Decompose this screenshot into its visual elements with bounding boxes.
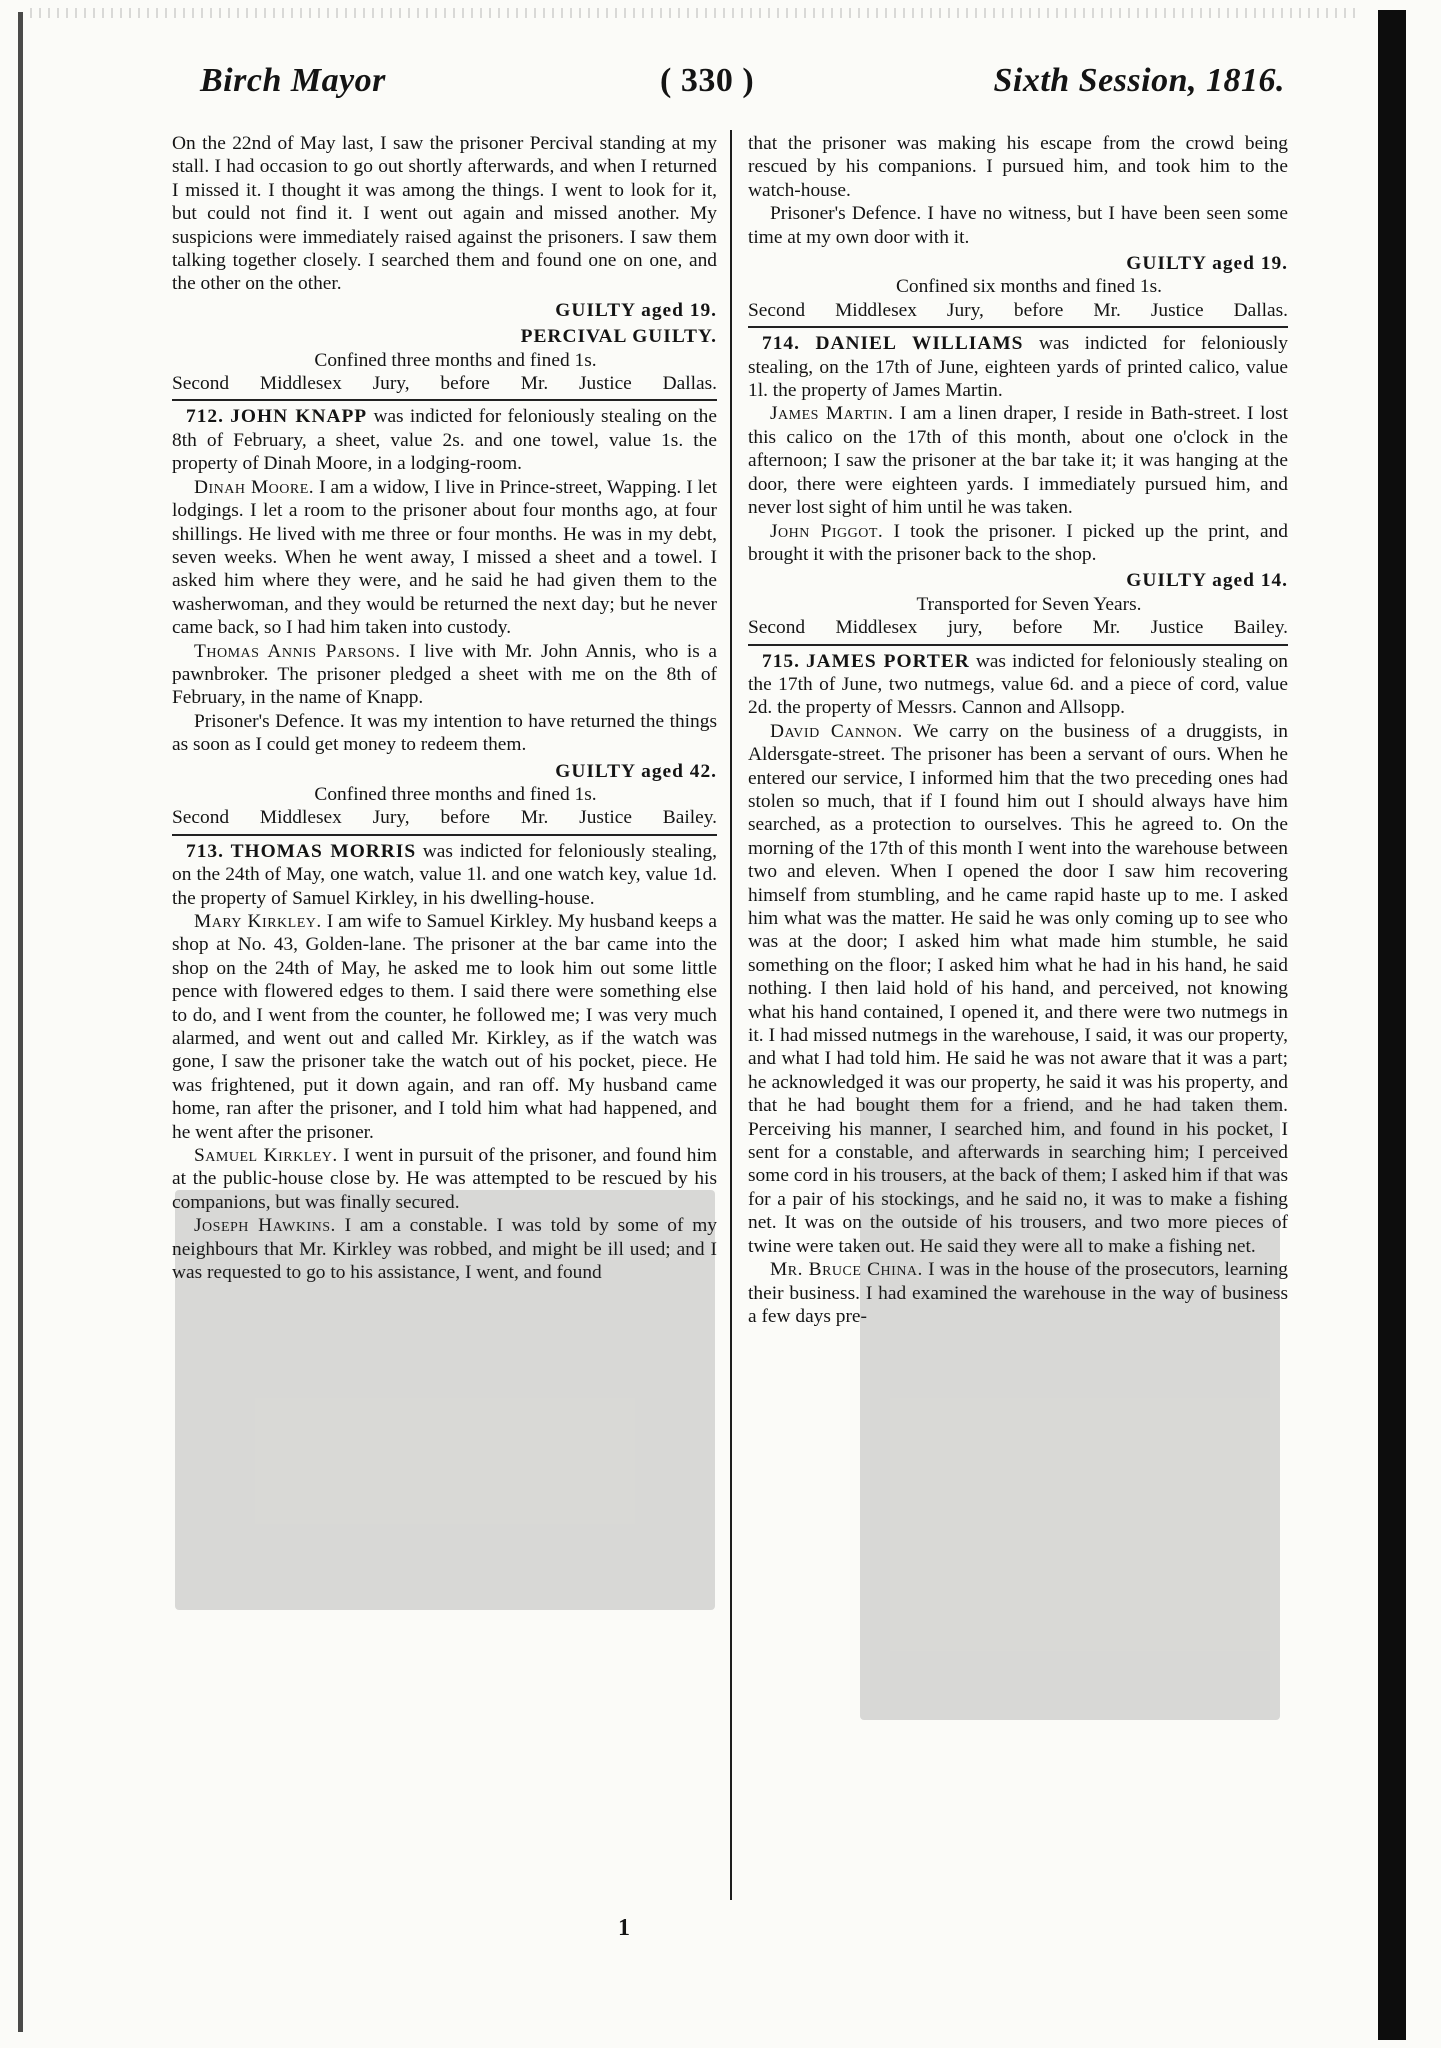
header-left-title: Birch Mayor [200,62,386,99]
defendant-name: THOMAS MORRIS [230,840,417,862]
case-heading [748,332,1288,402]
testimony-text: I took the prisoner. I picked up the print, and brought it with the prisoner back to the shop. [748,520,1288,565]
testimony [172,1214,717,1284]
case-heading [172,840,717,910]
testimony [748,720,1288,1258]
witness-name: James Martin. [770,403,894,425]
witness-name: Mary Kirkley. [194,911,322,932]
case-number: 715. [762,650,800,672]
testimony-text: I live with Mr. John Annis, who is a pawnbroker. The prisoner pledged a sheet with me on the 8th of February, in the name of Knapp. [172,640,717,709]
page-edge-shadow [18,12,23,2032]
jury-line: Second Middlesex Jury, before Mr. Justice Dallas. [172,373,717,395]
sentence: Transported for Seven Years. [916,593,1142,615]
witness-name: Dinah Moore. [194,476,315,498]
indictment-text: was indicted for feloniously stealing on the 17th of June, two nutmegs, value 6d. and a piece of cord, value 2d. the property of Messrs. Cannon and Allsopp. [748,650,1288,719]
defendant-name: DANIEL WILLIAMS [815,333,1024,355]
defendant-name: JAMES PORTER [805,650,970,672]
paragraph: On the 22nd of May last, I saw the prisoner Percival standing at my stall. I had occasion to go out shortly afterwards, and when I returned I missed it. I thought it was among the things. I went to look for it, but could not find it. I went out again and missed another. My suspicions were immediately raised against the prisoners. I saw them talking together closely. I searched them and found one on one, and the other on the other. [172,133,717,295]
verdict: GUILTY aged 19. [555,299,717,321]
column-divider [730,130,732,1900]
case-number: 714. [762,333,800,355]
witness-name: David Cannon. [770,720,903,742]
prisoner-defence: Prisoner's Defence. It was my intention to have returned the things as soon as I could get money to redeem them. [172,710,717,756]
witness-name: John Piggot. [770,520,884,542]
testimony [748,1258,1288,1328]
sentence: Confined six months and fined 1s. [895,276,1163,298]
testimony [172,910,717,1144]
sentence: Confined three months and fined 1s. [314,783,597,805]
indictment-text: was indicted for feloniously stealing, on the 17th of June, eighteen yards of printed calico, value 1l. the property of James Martin. [748,333,1288,402]
verdict: GUILTY aged 14. [1126,570,1288,592]
testimony [172,476,717,640]
case-separator [172,834,717,836]
defendant-name: JOHN KNAPP [230,406,368,428]
scan-border-bar [1378,10,1406,2040]
verdict: PERCIVAL GUILTY. [520,326,717,348]
verdict: GUILTY aged 19. [1126,253,1288,275]
case-separator [172,399,717,401]
indictment-text: was indicted for feloniously stealing on the 8th of February, a sheet, value 2s. and one towel, value 1s. the property of Dinah Moore, in a lodging-room. [172,406,717,475]
jury-line: Second Middlesex Jury, before Mr. Justice Dallas. [748,299,1288,321]
page-header [200,62,1285,116]
testimony-text: I was in the house of the prosecutors, learning their business. I had examined the warehouse in the way of business a few days pre- [748,1259,1288,1327]
testimony-text: I went in pursuit of the prisoner, and found him at the public-house close by. He was attempted to be rescued by his companions, but was finally secured. [172,1145,717,1213]
testimony [748,402,1288,519]
case-heading [172,405,717,475]
testimony [748,520,1288,567]
testimony-text: We carry on the business of a druggists, in Aldersgate-street. The prisoner has been a servant of ours. When he entered our service, I informed him that the two preceding ones had stolen so much, that if I found him out I should always have him searched, as a protection to ourselves. This he agreed to. On the morning of the 17th of this month I went into the warehouse between two and eleven. When I opened the door I saw him recovering himself from stumbling, and he came rapid haste up to me. I asked him what was the matter. He said he was only coming up to see who was at the door; I asked him what made him stumble, he said something on the floor; I asked him what he had in his hand, he said nothing. I then laid hold of his hand, and perceived, not knowing what his hand contained, I opened it, and there were two nutmegs in it. I had missed nutmegs in the warehouse, I said, it was our property, and what I had told him. He said he was not aware that it was a part; he acknowledged it was our property, he said it was his property, and that he had bought them for a friend, and he had taken them. Perceiving his manner, I searched him, and found in his pocket, I sent for a constable, and afterwards in searching him; I perceived some cord in his trousers, at the back of them; I asked him if that was for a pair of his stockings, and he said no, it was to make a fishing net. It was on the outside of his trousers, and two more pieces of twine were taken out. He said they were all to make a fishing net. [748,720,1288,1257]
witness-name: Thomas Annis Parsons. [194,640,401,662]
paragraph: that the prisoner was making his escape from the crowd being rescued by his companions. I pursued him, and took him to the watch-house. [748,133,1288,201]
testimony [172,1144,717,1214]
witness-name: Mr. Bruce China. [770,1259,923,1281]
jury-line: Second Middlesex Jury, before Mr. Justice Bailey. [172,807,717,829]
case-number: 713. [186,840,224,862]
sentence: Confined three months and fined 1s. [314,349,597,371]
prisoner-defence: Prisoner's Defence. I have no witness, but I have been seen some time at my own door with it. [748,203,1288,248]
header-session: Sixth Session, 1816. [993,62,1285,99]
case-separator [748,644,1288,646]
case-separator [748,326,1288,328]
testimony [172,640,717,710]
page-number: ( 330 ) [660,62,755,99]
left-column [172,132,717,1952]
testimony-text: I am a widow, I live in Prince-street, Wapping. I let lodgings. I let a room to the prisoner about four months ago, at four shillings. He lived with me three or four months. He was in my debt, seven weeks. When he went away, I missed a sheet and a towel. I asked him where they were, and he said he had given them to the washerwoman, and they would be returned the next day; but he never came back, so I had him taken into custody. [172,476,717,639]
testimony-text: I am a linen draper, I reside in Bath-street. I lost this calico on the 17th of this month, about one o'clock in the afternoon; I saw the prisoner at the bar take it; it was hanging at the door, there were eighteen yards. I immediately pursued him, and never lost sight of him until he was taken. [748,403,1288,519]
indictment-text: was indicted for feloniously stealing, on the 24th of May, one watch, value 1l. and one watch key, value 1d. the property of Samuel Kirkley, in his dwelling-house. [172,840,717,909]
case-heading [748,650,1288,720]
testimony-text: I am wife to Samuel Kirkley. My husband keeps a shop at No. 43, Golden-lane. The prisoner at the bar came into the shop on the 24th of May, he asked me to look him out some little pence with flowered edges to them. I said there were something else to do, and I went from the counter, he followed me; I was very much alarmed, and went out and called Mr. Kirkley, as if the watch was gone, I saw the prisoner take the watch out of his pocket, piece. He was frightened, put it down again, and ran off. My husband came home, ran after the prisoner, and I told him what had happened, and he went after the prisoner. [172,911,717,1143]
testimony-text: I am a constable. I was told by some of my neighbours that Mr. Kirkley was robbed, and might be ill used; and I was requested to go to his assistance, I went, and found [172,1215,717,1284]
case-number: 712. [186,406,224,428]
scan-noise [30,8,1360,18]
jury-line: Second Middlesex jury, before Mr. Justice Bailey. [748,617,1288,639]
footer-mark: 1 [618,1915,630,1941]
right-column [748,132,1288,1952]
witness-name: Joseph Hawkins. [194,1215,336,1237]
verdict: GUILTY aged 42. [555,760,717,782]
witness-name: Samuel Kirkley. [194,1145,338,1167]
